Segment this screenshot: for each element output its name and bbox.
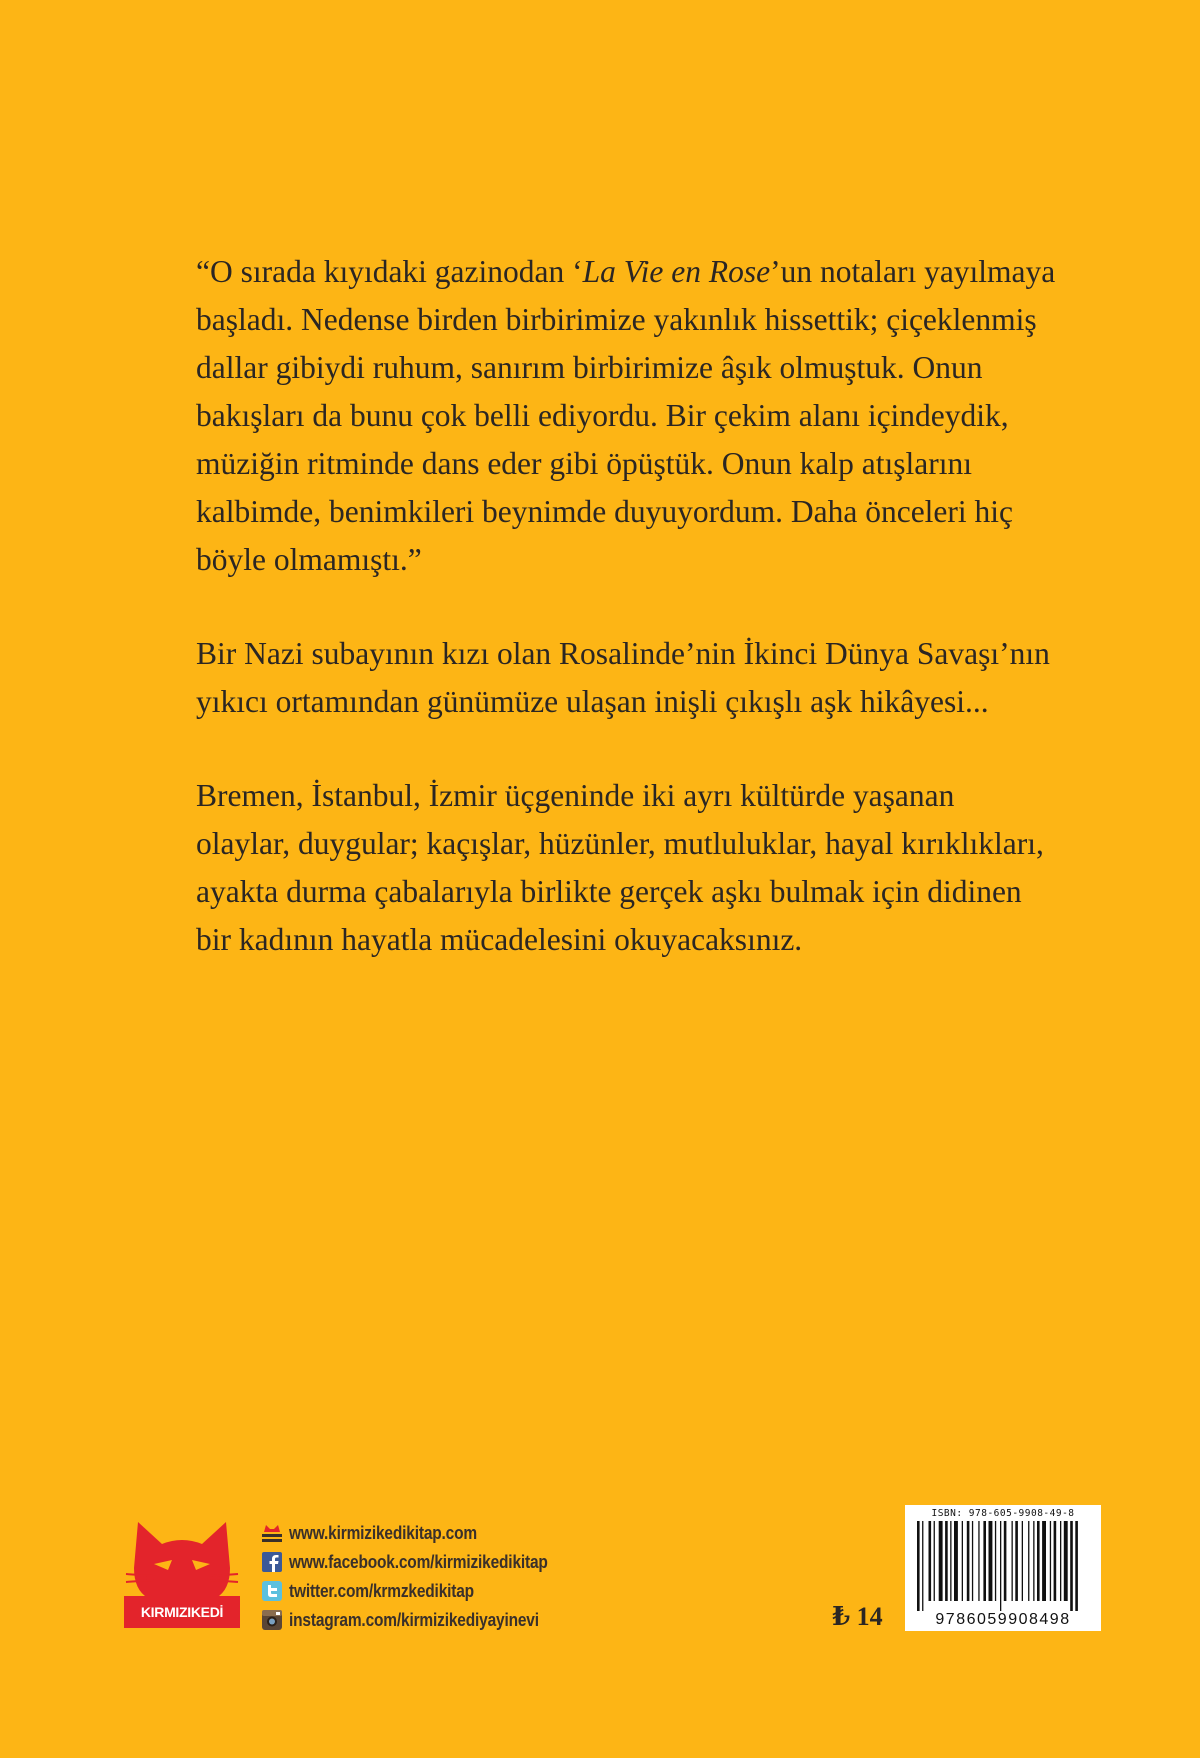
publisher-links [262,1519,590,1635]
facebook-link[interactable] [262,1548,590,1576]
barcode-bar [934,1521,935,1601]
twitter-link-text: twitter.com/krmzkedikitap [289,1580,474,1601]
price-label: ₺ 14 [832,1602,883,1631]
barcode-bar [962,1521,963,1601]
barcode-bar [1037,1521,1040,1601]
barcode-bar [1054,1521,1057,1601]
barcode-bar [954,1521,958,1601]
twitter-link[interactable] [262,1577,590,1605]
facebook-link-text: www.facebook.com/kirmizikedikitap [289,1551,548,1572]
barcode-bar [978,1521,979,1601]
barcode-bar [917,1521,920,1611]
synopsis-paragraph: Bir Nazi subayının kızı olan Rosalinde’nin İkinci Dünya Savaşı’nın yıkıcı ortamından günümüze ulaşan inişli çıkışlı aşk hikâyesi... [196,636,1050,719]
barcode-bar [967,1521,970,1601]
quote-text-rest: ’un notaları yayılmaya başladı. Nedense birden birbirimize yakınlık hissettik; çiçeklenmiş dallar gibiydi ruhum, sanırım birbirimize âşık olmuştuk. Onun bakışları da bunu çok belli ediyordu. Bir çekim alanı içindeydik, müziğin ritminde dans eder gibi öpüştük. Onun kalp atışlarını kalbimde, benimkileri beynimde duyuyordum. Daha önceleri hiç böyle olmamıştı.” [196,254,1056,577]
barcode-bar [1050,1521,1051,1601]
instagram-link[interactable] [262,1606,590,1634]
barcode-number: 9786059908498 [935,1611,1071,1628]
website-link-text: www.kirmizikedikitap.com [289,1522,478,1543]
logo-wordmark: KIRMIZIKEDİ [140,1604,224,1620]
quote-paragraph [196,248,1056,584]
barcode-bar [1028,1521,1029,1601]
barcode-bar [945,1521,948,1601]
quote-text-start: “O sırada kıyıdaki gazinodan ‘ [196,254,583,289]
twitter-icon [262,1581,282,1601]
isbn-barcode [905,1505,1101,1631]
barcode-bar [1070,1521,1073,1611]
barcode-bar [972,1521,973,1601]
barcode-bar [1060,1521,1061,1601]
barcode-bar [995,1521,996,1601]
website-link[interactable] [262,1519,590,1547]
publisher-logo [124,1516,240,1628]
barcode-bar [1015,1521,1018,1601]
barcode-bar [983,1521,986,1601]
barcode-bar [922,1521,923,1611]
song-title: La Vie en Rose [582,254,771,289]
instagram-icon [262,1610,282,1630]
isbn-label: ISBN: 978-605-9908-49-8 [931,1508,1075,1519]
barcode-bar [1000,1521,1001,1611]
facebook-icon [262,1552,282,1572]
instagram-link-text: instagram.com/kirmizikediyayinevi [289,1609,539,1630]
barcode-bar [1033,1521,1034,1601]
barcode-bar [989,1521,993,1601]
barcode-bar [1075,1521,1078,1611]
barcode-bar [1004,1521,1007,1601]
summary-paragraph: Bremen, İstanbul, İzmir üçgeninde iki ayrı kültürde yaşanan olaylar, duygular; kaçışlar, hüzünler, mutluluklar, hayal kırıklıkları, ayakta durma çabalarıyla birlikte gerçek aşkı bulmak için didinen bir kadının hayatla mücadelesini okuyacaksınız. [196,778,1044,957]
barcode-bar [939,1521,943,1601]
barcode-bar [950,1521,951,1601]
barcode-bar [1064,1521,1068,1601]
publisher-icon [262,1523,282,1543]
barcode-bar [1042,1521,1046,1601]
barcode-bars-icon [913,1521,1093,1611]
barcode-bar [1022,1521,1023,1601]
barcode-bar [929,1521,932,1601]
barcode-bar [1012,1521,1013,1601]
back-cover-blurb [196,248,1056,964]
